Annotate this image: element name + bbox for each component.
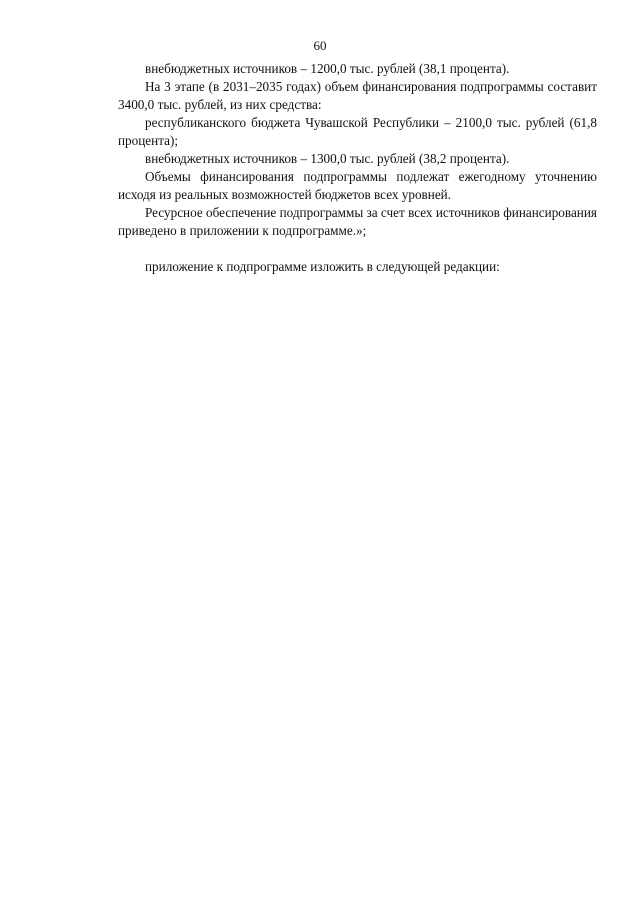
paragraph-annual-adjustment: Объемы финансирования подпрограммы подлежат ежегодному уточнению исходя из реальных возможностей бюджетов всех уровней. [118, 169, 597, 202]
page-number: 60 [313, 38, 327, 53]
paragraph-spacer [118, 240, 597, 258]
paragraph-resource-provision: Ресурсное обеспечение подпрограммы за счет всех источников финансирования приведено в приложении к подпрограмме.»; [118, 205, 597, 238]
paragraph-appendix-instruction: приложение к подпрограмме изложить в следующей редакции: [145, 259, 500, 274]
document-body [118, 60, 597, 276]
paragraph-republic-budget-stage3: республиканского бюджета Чувашской Республики – 2100,0 тыс. рублей (61,8 процента); [118, 115, 597, 148]
paragraph-stage3-total: На 3 этапе (в 2031–2035 годах) объем финансирования подпрограммы составит 3400,0 тыс. рублей, из них средства: [118, 79, 597, 112]
paragraph-extrabudget-stage3: внебюджетных источников – 1300,0 тыс. рублей (38,2 процента). [145, 151, 510, 166]
paragraph-extrabudget-stage2: внебюджетных источников – 1200,0 тыс. рублей (38,1 процента). [145, 61, 510, 76]
